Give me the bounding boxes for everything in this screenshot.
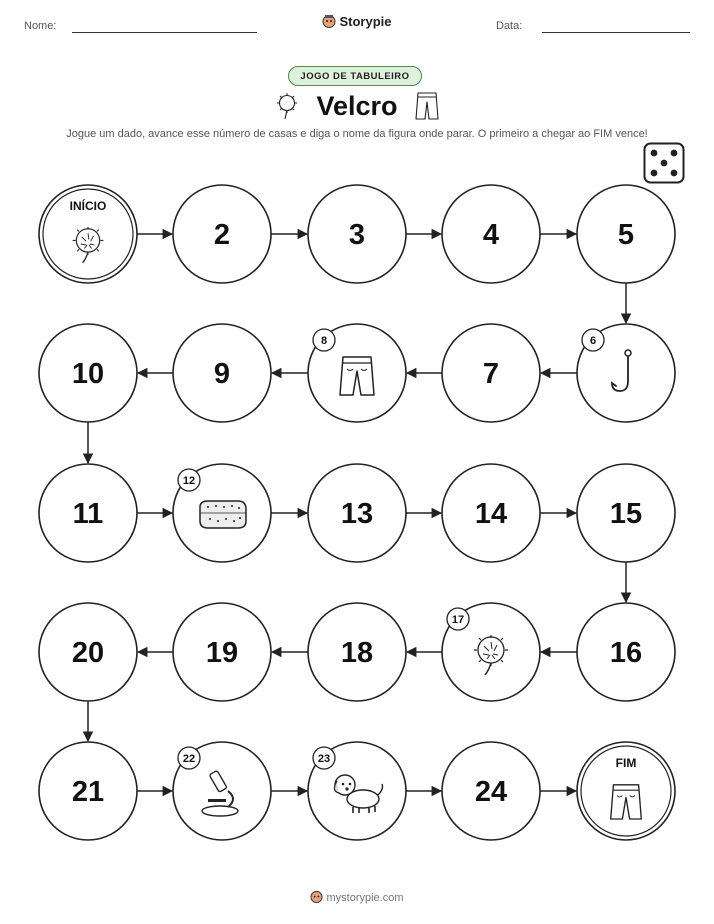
space-number: 13	[340, 498, 374, 530]
board-space-6[interactable]	[577, 324, 675, 422]
board-space-25[interactable]	[577, 742, 675, 840]
dice-five-icon	[643, 142, 685, 184]
board-space-9[interactable]	[173, 324, 271, 422]
storypie-logo-icon	[310, 890, 323, 903]
game-type-badge: JOGO DE TABULEIRO	[288, 66, 422, 86]
board-space-16[interactable]	[577, 603, 675, 701]
instructions: Jogue um dado, avance esse número de casas e diga o nome da figura onde parar. O primeiro a chegar ao FIM vence!	[66, 128, 648, 140]
space-number: 6	[589, 335, 597, 347]
board-space-23[interactable]	[308, 742, 406, 840]
board-space-18[interactable]	[308, 603, 406, 701]
end-label: FIM	[615, 756, 637, 770]
board-space-13[interactable]	[308, 464, 406, 562]
board-space-15[interactable]	[577, 464, 675, 562]
space-number: 15	[609, 498, 643, 530]
board-space-11[interactable]	[39, 464, 137, 562]
board-space-4[interactable]	[442, 185, 540, 283]
board-space-2[interactable]	[173, 185, 271, 283]
footer	[0, 890, 714, 904]
space-number: 9	[213, 358, 231, 390]
space-number: 3	[348, 219, 366, 251]
space-number: 2	[213, 219, 231, 251]
board-space-10[interactable]	[39, 324, 137, 422]
name-label: Nome:	[24, 20, 57, 32]
space-number: 22	[182, 753, 196, 765]
space-number: 18	[340, 637, 374, 669]
board-space-21[interactable]	[39, 742, 137, 840]
brand-name: Storypie	[339, 14, 392, 29]
space-number: 24	[474, 776, 508, 808]
board-space-20[interactable]	[39, 603, 137, 701]
board-space-1[interactable]	[39, 185, 137, 283]
space-number: 7	[482, 358, 500, 390]
space-number: 20	[71, 637, 105, 669]
footer-url: mystorypie.com	[326, 892, 404, 904]
sponge-icon	[200, 501, 246, 528]
page-title: Velcro	[316, 91, 398, 121]
space-number: 12	[182, 475, 196, 487]
board-space-14[interactable]	[442, 464, 540, 562]
space-number: 23	[317, 753, 331, 765]
space-number: 10	[71, 358, 105, 390]
space-number: 11	[72, 498, 104, 530]
board-space-3[interactable]	[308, 185, 406, 283]
space-number: 21	[71, 776, 105, 808]
board-space-22[interactable]	[173, 742, 271, 840]
board-space-12[interactable]	[173, 464, 271, 562]
start-label: INÍCIO	[69, 199, 107, 213]
space-number: 8	[320, 335, 328, 347]
board-space-17[interactable]	[442, 603, 540, 701]
space-number: 14	[474, 498, 508, 530]
board-space-5[interactable]	[577, 185, 675, 283]
board-space-24[interactable]	[442, 742, 540, 840]
board-space-7[interactable]	[442, 324, 540, 422]
space-number: 19	[205, 637, 239, 669]
space-number: 16	[609, 637, 643, 669]
space-number: 4	[482, 219, 500, 251]
space-number: 17	[451, 614, 465, 626]
date-label: Data:	[496, 20, 523, 32]
board-space-8[interactable]	[308, 324, 406, 422]
board-space-19[interactable]	[173, 603, 271, 701]
space-number: 5	[617, 219, 635, 251]
